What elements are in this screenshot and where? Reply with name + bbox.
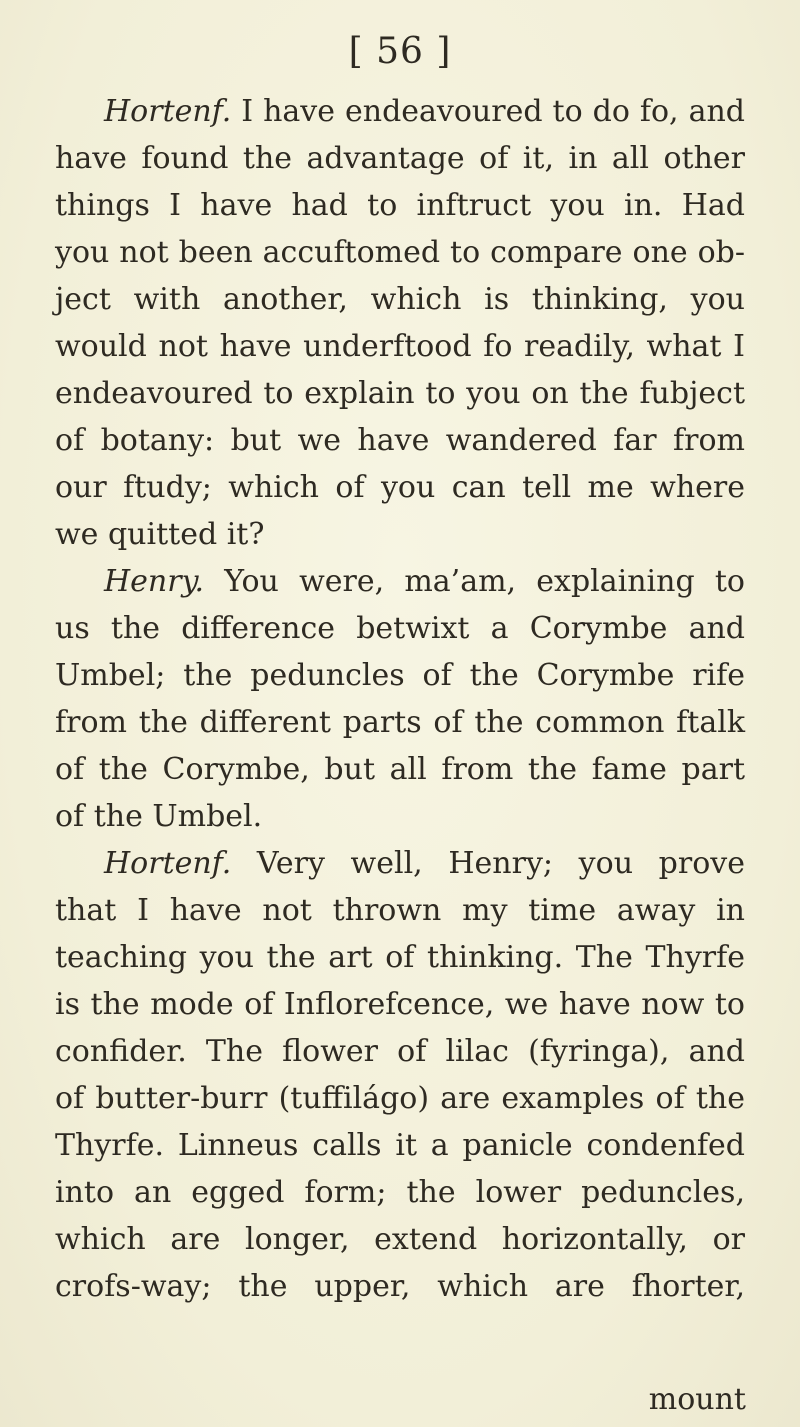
text-line: of the Umbel. bbox=[55, 799, 263, 834]
text-line: things I have had to inftruct you in. Had bbox=[55, 188, 745, 223]
text-line: that I have not thrown my time away in bbox=[55, 893, 745, 928]
speaker-name: Hortenf. bbox=[104, 846, 232, 881]
text-line: Hortenf. Very well, Henry; you prove bbox=[104, 846, 745, 881]
catchword: mount bbox=[648, 1382, 746, 1417]
text-line: of the Corymbe, but all from the fame part bbox=[55, 752, 745, 787]
text-line: into an egged form; the lower peduncles, bbox=[55, 1175, 745, 1210]
speaker-name: Henry. bbox=[104, 564, 205, 599]
text-line: you not been accuftomed to compare one ob- bbox=[55, 235, 745, 270]
text-line: confider. The flower of lilac (fyringa), and bbox=[55, 1034, 745, 1069]
text-line: teaching you the art of thinking. The Thyrfe bbox=[55, 940, 745, 975]
text-line: ject with another, which is thinking, you bbox=[55, 282, 745, 317]
text-line: have found the advantage of it, in all other bbox=[55, 141, 745, 176]
page-number: [ 56 ] bbox=[348, 31, 452, 72]
text-line: us the difference betwixt a Corymbe and bbox=[55, 611, 745, 646]
text-line: from the different parts of the common ftalk bbox=[55, 705, 745, 740]
text-line: is the mode of Inflorefcence, we have now to bbox=[55, 987, 745, 1022]
text-line: Umbel; the peduncles of the Corymbe rife bbox=[55, 658, 745, 693]
text-line: of butter-burr (tuffilágo) are examples of the bbox=[55, 1081, 745, 1116]
text-line: Thyrfe. Linneus calls it a panicle condenfed bbox=[55, 1128, 745, 1163]
text-line: which are longer, extend horizontally, or bbox=[55, 1222, 745, 1257]
text-line: we quitted it? bbox=[55, 517, 265, 552]
text-line: Hortenf. I have endeavoured to do fo, and bbox=[104, 94, 745, 129]
text-line: of botany: but we have wandered far from bbox=[55, 423, 745, 458]
text-line: crofs-way; the upper, which are fhorter, bbox=[55, 1269, 745, 1304]
text-line: Henry. You were, ma’am, explaining to bbox=[104, 564, 745, 599]
text-line: would not have underftood fo readily, what I bbox=[55, 329, 745, 364]
text-line: endeavoured to explain to you on the fubject bbox=[55, 376, 745, 411]
text-line: our ftudy; which of you can tell me where bbox=[55, 470, 745, 505]
speaker-name: Hortenf. bbox=[104, 94, 232, 129]
